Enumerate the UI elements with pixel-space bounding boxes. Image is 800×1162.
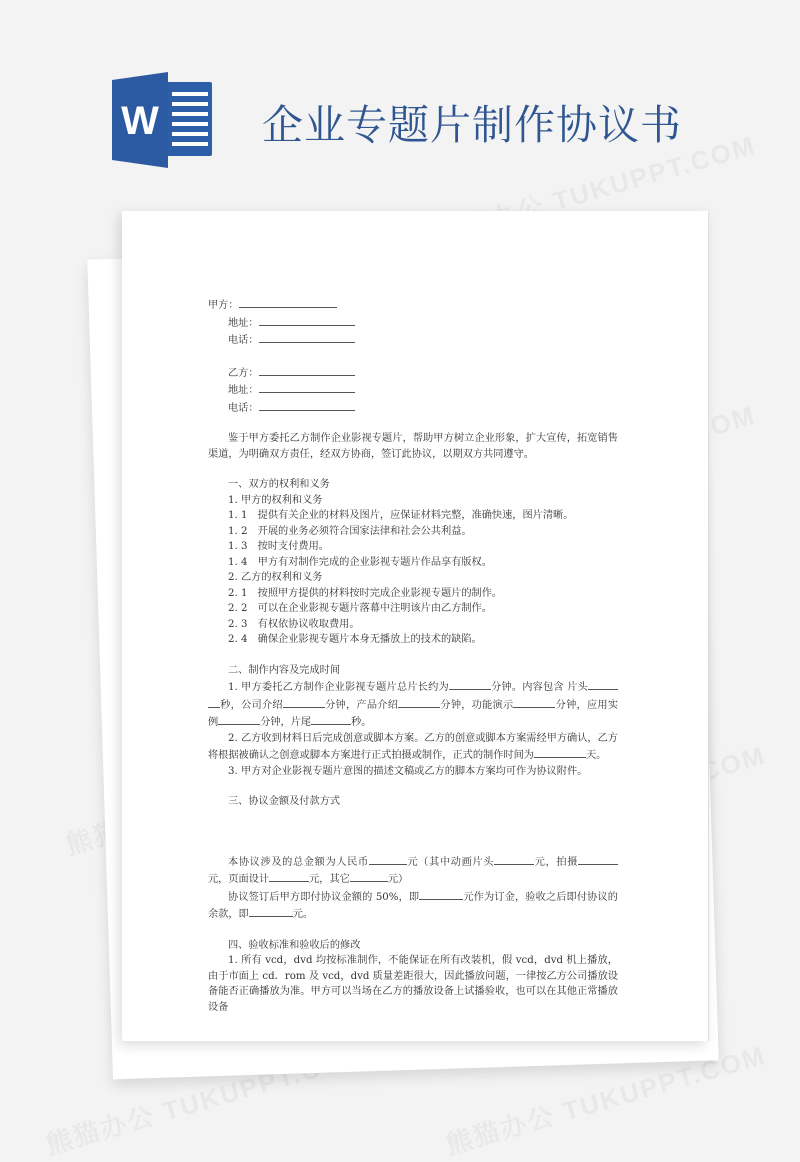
clause-item: 2. 1 按照甲方提供的材料按时完成企业影视专题片的制作。 — [228, 587, 503, 599]
blank — [419, 888, 463, 900]
blank — [398, 696, 440, 708]
section-2-paragraph-2 — [208, 731, 618, 764]
text: 分钟，应用实例 — [208, 699, 619, 728]
blank — [311, 713, 351, 725]
svg-text:W: W — [121, 99, 159, 143]
clause-item: 1. 3 按时支付费用。 — [228, 541, 329, 552]
section-1-heading: 一、双方的权利和义务 — [228, 479, 330, 490]
text: 天。 — [586, 750, 607, 761]
section-3-paragraph-1 — [208, 853, 618, 888]
clause-item: 2. 2 可以在企业影视专题片落幕中注明该片由乙方制作。 — [228, 603, 492, 614]
document-page — [122, 211, 708, 1041]
blank — [218, 713, 260, 725]
party-a-phone-label: 电话： — [228, 335, 259, 346]
party-a-phone-row — [208, 331, 618, 349]
text: 协议签订后甲方即付协议金额的 50%，即 — [228, 891, 420, 903]
text: 元作为订金，验收之后即付协议的余款，即 — [208, 891, 618, 920]
blank — [494, 853, 534, 865]
party-b-row — [208, 364, 618, 382]
section-1-sub-a: 1. 甲方的权利和义务 — [228, 494, 323, 506]
section-4-paragraph-1: 1. 所有 vcd，dvd 均按标准制作，不能保证在所有改装机，假 vcd，dvd 机上播放，由于市面上 cd．rom 及 vcd，dvd 质量差距很大，因此播放问题，一律按乙方公司播放设备能否正确播放为准。甲方可以当场在乙方的播放设备上试播验收，也可以在其他正常播放设备 — [208, 955, 618, 1013]
party-b-phone-row — [208, 399, 618, 417]
text: 元，页面设计 — [208, 874, 270, 885]
section-2-paragraph-3: 3. 甲方对企业影视专题片意图的描述文稿或乙方的脚本方案均可作为协议附件。 — [228, 765, 588, 777]
clause-item: 2. 3 有权依协议收取费用。 — [228, 618, 360, 630]
party-a-label: 甲方： — [208, 300, 239, 311]
clause-item: 1. 4 甲方有对制作完成的企业影视专题片作品享有版权。 — [228, 556, 492, 568]
text: 分钟。内容包含 片头 — [490, 682, 588, 693]
blank — [283, 696, 325, 708]
clause-item: 1. 2 开展的业务必须符合国家法律和社会公共利益。 — [228, 525, 472, 537]
text: 元，其它 — [309, 874, 350, 885]
party-a-address-blank — [259, 314, 355, 326]
party-a-blank — [239, 296, 337, 308]
section-1-sub-b: 2. 乙方的权利和义务 — [228, 572, 323, 583]
section-2-paragraph-1 — [208, 678, 618, 731]
text: 分钟，产品介绍 — [324, 699, 399, 711]
blank — [369, 853, 407, 865]
section-4-heading: 四、验收标准和验收后的修改 — [228, 939, 361, 951]
blank — [513, 696, 555, 708]
word-document-icon — [110, 72, 214, 168]
text: 秒，公司介绍 — [220, 699, 283, 711]
party-b-label: 乙方： — [228, 367, 259, 379]
section-3-heading: 三、协议金额及付款方式 — [228, 796, 341, 807]
text: 分钟，片尾 — [260, 717, 312, 728]
section-3-paragraph-2 — [208, 888, 618, 923]
clause-item: 2. 4 确保企业影视专题片本身无播放上的技术的缺陷。 — [228, 634, 482, 645]
party-b-address-blank — [259, 381, 355, 393]
text: 元） — [387, 874, 409, 885]
text: 分钟，功能演示 — [440, 699, 514, 711]
text: 元，拍摄 — [534, 856, 579, 868]
section-2-heading: 二、制作内容及完成时间 — [228, 664, 341, 676]
text: 元（其中动画片头 — [406, 856, 495, 868]
party-a-address-label: 地址： — [228, 317, 259, 329]
blank — [269, 870, 309, 882]
party-b-phone-blank — [259, 399, 355, 411]
text: 本协议涉及的总金额为人民币 — [228, 856, 369, 868]
blank — [588, 678, 618, 690]
blank — [208, 696, 220, 708]
party-a-row — [208, 296, 618, 314]
clause-item: 1. 1 提供有关企业的材料及图片，应保证材料完整，准确快速，图片清晰。 — [228, 510, 574, 521]
document-body — [208, 296, 618, 1015]
party-b-address-label: 地址： — [228, 385, 259, 396]
blank — [449, 678, 491, 690]
text: 1. 甲方委托乙方制作企业影视专题片总片长约为 — [228, 682, 449, 693]
preamble-paragraph: 鉴于甲方委托乙方制作企业影视专题片，帮助甲方树立企业形象，扩大宣传，拓宽销售渠道，为明确双方责任，经双方协商，签订此协议，以期双方共同遵守。 — [208, 433, 618, 460]
text: 元。 — [292, 909, 314, 920]
party-a-address-row — [208, 314, 618, 332]
blank — [249, 905, 293, 917]
party-b-blank — [259, 364, 355, 376]
page-title: 企业专题片制作协议书 — [262, 101, 682, 149]
blank — [578, 853, 618, 865]
party-b-phone-label: 电话： — [228, 402, 259, 414]
party-b-address-row — [208, 381, 618, 399]
blank — [534, 746, 586, 758]
text: 2. 乙方收到材料日后完成创意或脚本方案。乙方的创意或脚本方案需经甲方确认，乙方将根据被确认之创意或脚本方案进行正式拍摄或制作，正式的制作时间为 — [208, 732, 618, 761]
text: 秒。 — [351, 717, 372, 728]
party-a-phone-blank — [259, 331, 355, 343]
blank — [350, 870, 388, 882]
